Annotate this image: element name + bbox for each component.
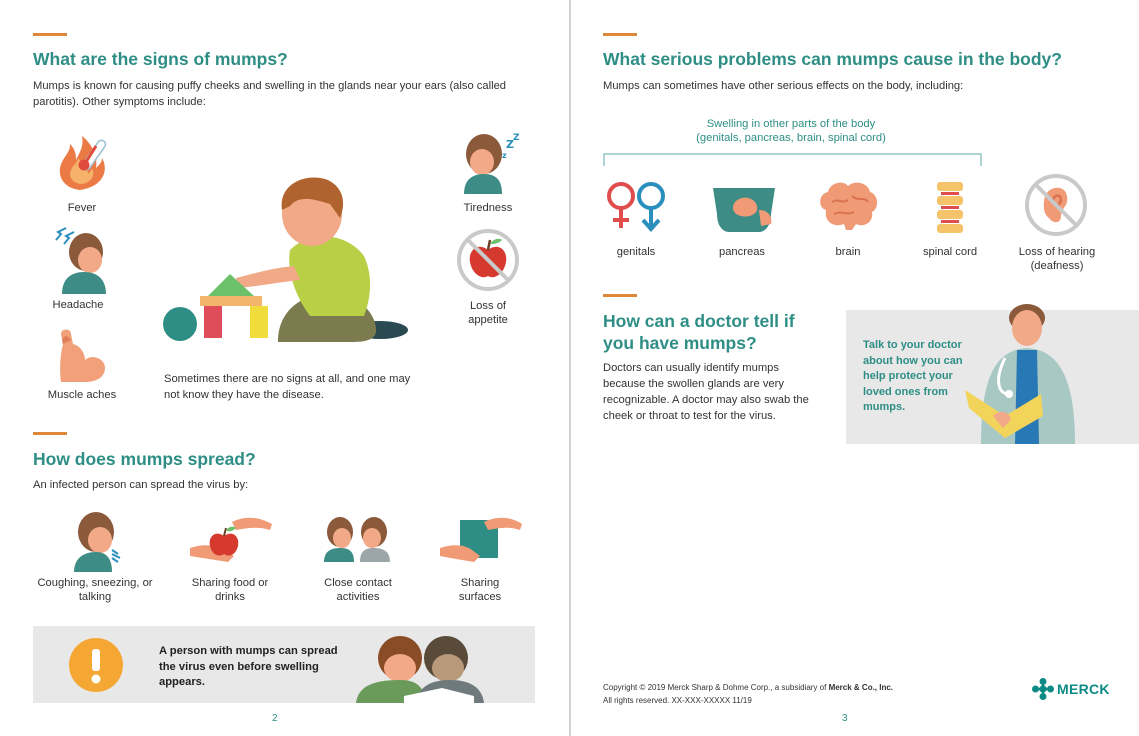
headache-icon xyxy=(52,222,108,294)
page-number: 3 xyxy=(842,713,848,724)
sharing-surfaces-label: Sharing surfaces xyxy=(458,577,502,603)
fever-icon xyxy=(54,134,114,192)
no-signs-note: Sometimes there are no signs at all, and one may not know they have the disease. xyxy=(164,373,411,401)
no-apple-icon xyxy=(456,228,520,292)
merck-logo xyxy=(1032,678,1110,700)
page-number: 2 xyxy=(272,713,278,724)
close-contact-label: Close contact activities xyxy=(324,577,392,603)
swelling-title: Swelling in other parts of the body xyxy=(706,118,876,130)
svg-text:z: z xyxy=(502,151,507,160)
copyright-company: Merck & Co., Inc. xyxy=(828,683,894,692)
spinal-cord-icon xyxy=(933,180,967,236)
fever-label: Fever xyxy=(67,202,97,214)
coughing-label: Coughing, sneezing, or talking xyxy=(37,577,153,603)
page-right xyxy=(571,0,1139,736)
page-left xyxy=(0,0,569,736)
pancreas-icon xyxy=(709,184,779,232)
no-ear-icon xyxy=(1025,174,1087,236)
doctor-heading: How can a doctor tell if you have mumps? xyxy=(603,311,795,353)
gender-symbols-icon xyxy=(603,180,669,232)
tiredness-icon xyxy=(460,128,528,194)
children-reading-illustration xyxy=(354,634,486,703)
doctor-illustration xyxy=(965,298,1111,444)
spread-intro: An infected person can spread the virus by: xyxy=(33,479,249,491)
doctor-body: Doctors can usually identify mumps because the swollen glands are very recognizable. A doctor may also swab the cheek or throat to test for the virus. xyxy=(603,362,809,422)
signs-heading: What are the signs of mumps? xyxy=(33,49,288,69)
sharing-food-label: Sharing food or drinks xyxy=(191,577,269,603)
hearing-loss-label: Loss of hearing (deafness) xyxy=(1018,246,1096,272)
coughing-icon xyxy=(72,510,128,572)
muscle-aches-label: Muscle aches xyxy=(47,389,117,401)
svg-text:Z: Z xyxy=(506,138,514,151)
headache-label: Headache xyxy=(52,299,104,311)
muscle-arm-icon xyxy=(55,326,107,382)
section-accent-bar xyxy=(33,33,67,36)
swelling-bracket xyxy=(603,153,983,167)
problems-intro: Mumps can sometimes have other serious effects on the body, including: xyxy=(603,80,964,92)
spinal-cord-label: spinal cord xyxy=(922,246,978,258)
loss-of-appetite-label: Loss of appetite xyxy=(468,300,508,326)
spread-heading: How does mumps spread? xyxy=(33,449,256,469)
doctor-tip-text: Talk to your doctor about how you can help protect your loved ones from mumps. xyxy=(863,339,963,413)
sharing-surfaces-icon xyxy=(438,514,524,564)
swelling-subtitle: (genitals, pancreas, brain, spinal cord) xyxy=(696,132,886,144)
genitals-label: genitals xyxy=(616,246,656,258)
merck-wordmark: MERCK xyxy=(1057,681,1110,697)
svg-text:Z: Z xyxy=(513,133,520,143)
pancreas-label: pancreas xyxy=(718,246,766,258)
warning-callout-text: A person with mumps can spread the virus even before swelling appears. xyxy=(159,645,338,688)
child-playing-illustration xyxy=(160,170,412,342)
close-contact-icon xyxy=(322,514,392,562)
section-accent-bar xyxy=(603,294,637,297)
signs-intro: Mumps is known for causing puffy cheeks and swelling in the glands near your ears (also called parotitis). Other symptoms include: xyxy=(33,80,507,108)
brain-icon xyxy=(816,180,880,232)
problems-heading: What serious problems can mumps cause in the body? xyxy=(603,49,1062,69)
copyright-line-1 xyxy=(603,681,893,694)
copyright-text: Copyright © 2019 Merck Sharp & Dohme Corp., a subsidiary of xyxy=(603,683,829,692)
sharing-food-icon xyxy=(188,514,274,564)
section-accent-bar xyxy=(603,33,637,36)
exclamation-icon xyxy=(68,637,124,693)
merck-logo-mark-icon xyxy=(1032,678,1054,700)
tiredness-label: Tiredness xyxy=(463,202,513,214)
brain-label: brain xyxy=(835,246,861,258)
section-accent-bar xyxy=(33,432,67,435)
copyright-line-2: All rights reserved. XX-XXX-XXXXX 11/19 xyxy=(603,696,752,705)
